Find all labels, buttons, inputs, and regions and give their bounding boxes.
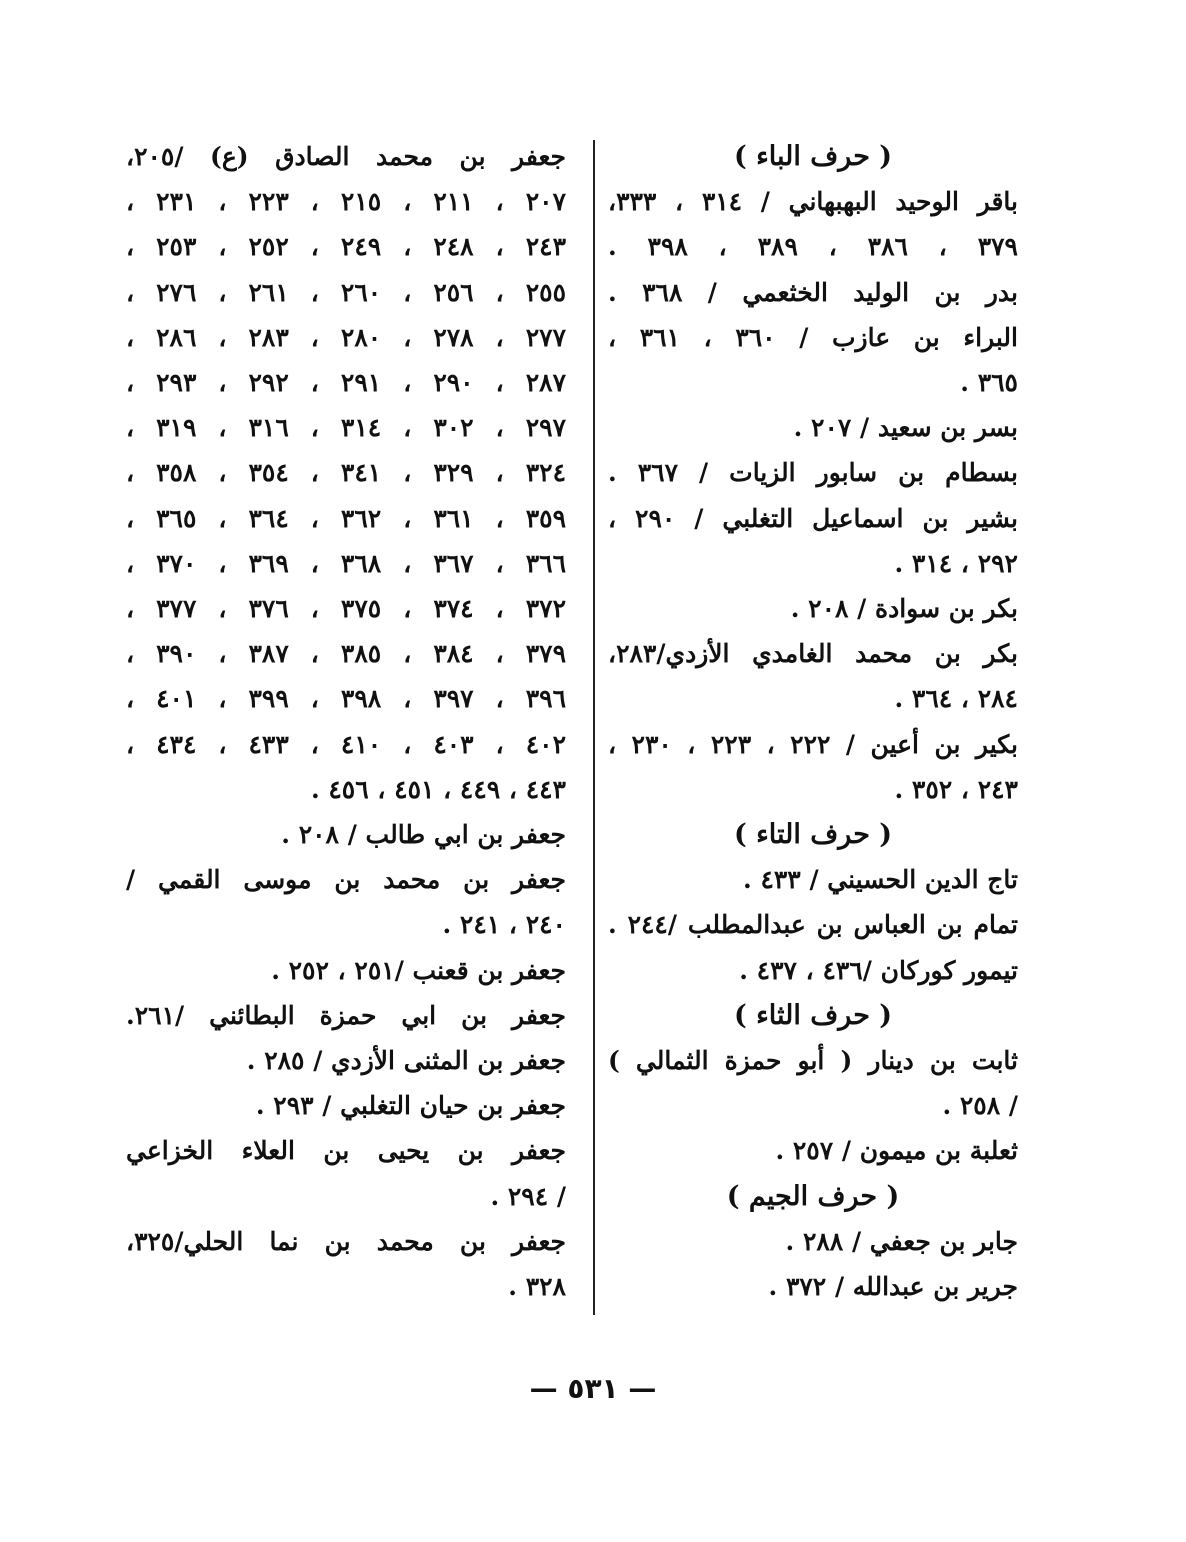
index-entry: / ٢٩٤ . xyxy=(490,1181,566,1211)
index-entry: جعفر بن حيان التغلبي / ٢٩٣ . xyxy=(255,1091,566,1121)
index-entry: ٢٤٣ ، ٣٥٢ . xyxy=(894,774,1018,804)
index-entry: ٤٤٣ ، ٤٤٩ ، ٤٥١ ، ٤٥٦ . xyxy=(310,774,566,804)
index-entry: ٣٧٩ ، ٣٨٦ ، ٣٨٩ ، ٣٩٨ . xyxy=(608,232,1018,262)
index-entry: ٣٧٢ ، ٣٧٤ ، ٣٧٥ ، ٣٧٦ ، ٣٧٧ ، xyxy=(126,594,566,624)
left-column xyxy=(126,134,566,1309)
section-heading-ba: ( حرف الباء ) xyxy=(733,141,893,172)
index-entry: ٣٩٦ ، ٣٩٧ ، ٣٩٨ ، ٣٩٩ ، ٤٠١ ، xyxy=(126,684,566,714)
index-entry: تاج الدين الحسيني / ٤٣٣ . xyxy=(743,865,1018,895)
section-heading-jim: ( حرف الجيم ) xyxy=(726,1180,900,1212)
index-entry: باقر الوحيد البهبهاني / ٣١٤ ، ٣٣٣، xyxy=(608,187,1018,217)
index-entry: ٢٠٧ ، ٢١١ ، ٢١٥ ، ٢٢٣ ، ٢٣١ ، xyxy=(126,187,566,217)
index-entry: ٣٢٨ . xyxy=(508,1272,566,1302)
index-entry: جعفر بن محمد الصادق (ع) /٢٠٥، xyxy=(126,142,566,171)
index-entry: بشير بن اسماعيل التغلبي / ٢٩٠ ، xyxy=(608,503,1018,533)
index-entry: جابر بن جعفي / ٢٨٨ . xyxy=(785,1226,1018,1256)
index-entry: ٣٦٦ ، ٣٦٧ ، ٣٦٨ ، ٣٦٩ ، ٣٧٠ ، xyxy=(126,548,566,578)
index-entry: جعفر بن محمد بن نما الحلي/٣٢٥، xyxy=(126,1226,566,1256)
index-entry: ٣٧٩ ، ٣٨٤ ، ٣٨٥ ، ٣٨٧ ، ٣٩٠ ، xyxy=(126,639,566,669)
index-entry: جعفر بن قعنب /٢٥١ ، ٢٥٢ . xyxy=(271,955,566,985)
index-entry: جرير بن عبدالله / ٣٧٢ . xyxy=(768,1272,1018,1302)
index-entry: البراء بن عازب / ٣٦٠ ، ٣٦١ ، xyxy=(608,322,1018,352)
index-entry: تمام بن العباس بن عبدالمطلب /٢٤٤ . xyxy=(608,910,1018,940)
index-entry: جعفر بن محمد بن موسى القمي / xyxy=(126,865,566,895)
index-entry: جعفر بن ابي طالب / ٢٠٨ . xyxy=(281,820,566,850)
index-entry: تيمور كوركان /٤٣٦ ، ٤٣٧ . xyxy=(739,955,1018,985)
index-entry: / ٢٥٨ . xyxy=(942,1091,1018,1121)
column-divider xyxy=(593,140,595,1315)
right-column xyxy=(608,134,1018,1309)
index-entry: جعفر بن ابي حمزة البطائني /٢٦١. xyxy=(126,1000,566,1030)
index-entry: بسطام بن سابور الزيات / ٣٦٧ . xyxy=(608,458,1018,488)
index-entry: ٢٤٠ ، ٢٤١ . xyxy=(442,910,566,940)
section-heading-ta: ( حرف التاء ) xyxy=(733,819,893,851)
index-entry: ثابت بن دينار ( أبو حمزة الثمالي ) xyxy=(608,1046,1018,1076)
index-entry: ٢٨٤ ، ٣٦٤ . xyxy=(894,684,1018,714)
index-entry: ٢٧٧ ، ٢٧٨ ، ٢٨٠ ، ٢٨٣ ، ٢٨٦ ، xyxy=(126,322,566,352)
index-entry: ٢٩٧ ، ٣٠٢ ، ٣١٤ ، ٣١٦ ، ٣١٩ ، xyxy=(126,413,566,443)
index-entry: ٢٩٢ ، ٣١٤ . xyxy=(894,548,1018,578)
index-entry: ٢٤٣ ، ٢٤٨ ، ٢٤٩ ، ٢٥٢ ، ٢٥٣ ، xyxy=(126,232,566,262)
index-entry: بدر بن الوليد الخثعمي / ٣٦٨ . xyxy=(608,277,1018,307)
index-entry: ثعلبة بن ميمون / ٢٥٧ . xyxy=(775,1136,1018,1166)
index-entry: جعفر بن المثنى الأزدي / ٢٨٥ . xyxy=(246,1046,566,1076)
index-entry: بكير بن أعين / ٢٢٢ ، ٢٢٣ ، ٢٣٠ ، xyxy=(608,729,1018,759)
index-entry: ٣٦٥ . xyxy=(960,368,1018,398)
index-entry: ٣٥٩ ، ٣٦١ ، ٣٦٢ ، ٣٦٤ ، ٣٦٥ ، xyxy=(126,503,566,533)
index-entry: ٤٠٢ ، ٤٠٣ ، ٤١٠ ، ٤٣٣ ، ٤٣٤ ، xyxy=(126,729,566,759)
index-entry: ٣٢٤ ، ٣٢٩ ، ٣٤١ ، ٣٥٤ ، ٣٥٨ ، xyxy=(126,458,566,488)
page-number: — ٥٣١ — xyxy=(529,1372,657,1405)
index-entry: جعفر بن يحيى بن العلاء الخزاعي xyxy=(126,1136,566,1166)
section-heading-tha: ( حرف الثاء ) xyxy=(733,999,893,1031)
index-entry: بسر بن سعيد / ٢٠٧ . xyxy=(793,413,1018,443)
index-entry: ٢٨٧ ، ٢٩٠ ، ٢٩١ ، ٢٩٢ ، ٢٩٣ ، xyxy=(126,368,566,398)
index-entry: بكر بن سوادة / ٢٠٨ . xyxy=(790,594,1018,624)
index-entry: ٢٥٥ ، ٢٥٦ ، ٢٦٠ ، ٢٦١ ، ٢٧٦ ، xyxy=(126,277,566,307)
index-entry: بكر بن محمد الغامدي الأزدي/٢٨٣، xyxy=(608,639,1018,669)
